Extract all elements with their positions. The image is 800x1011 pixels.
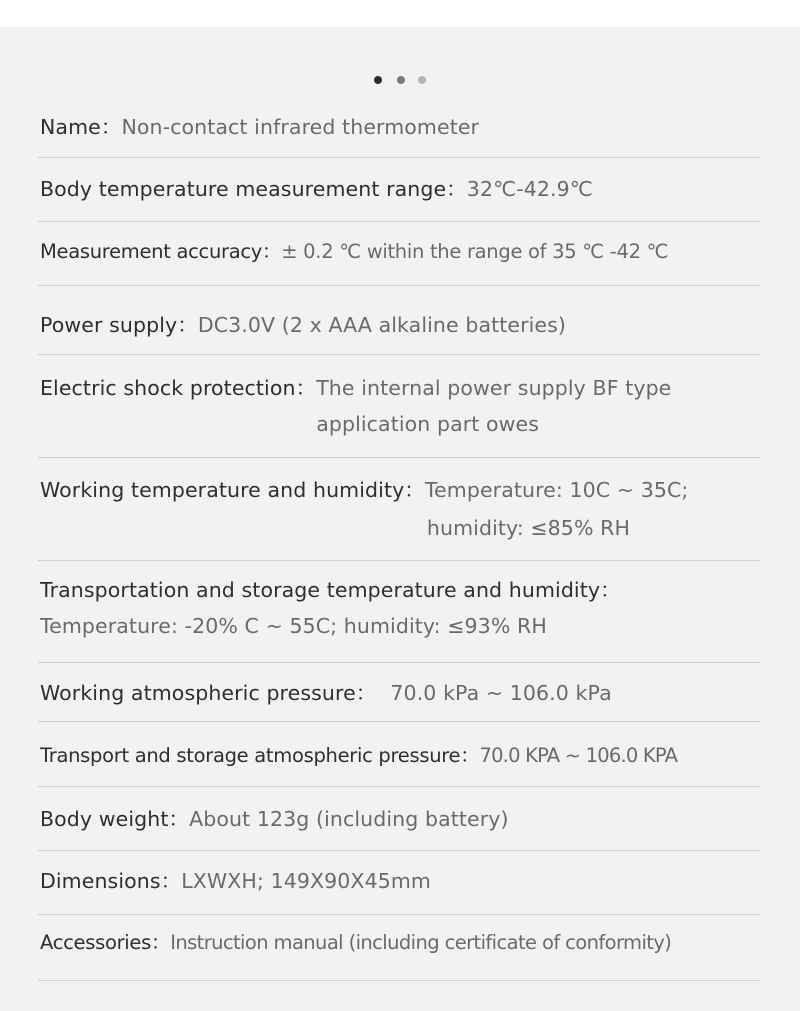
divider <box>38 914 760 915</box>
spec-value: ± 0.2 ℃ within the range of 35 ℃ -42 ℃ <box>281 240 669 263</box>
carousel-dot[interactable] <box>418 76 426 84</box>
spec-value <box>425 471 689 547</box>
spec-value: Instruction manual (including certificate of conformity) <box>170 931 672 954</box>
spec-row-working-temp-humidity <box>40 471 770 547</box>
spec-value-line: humidity: ≤85% RH <box>426 516 630 540</box>
carousel-indicator <box>372 76 432 86</box>
divider <box>38 354 760 355</box>
spec-label: Power supply： <box>40 313 198 337</box>
spec-row-accessories <box>40 925 770 961</box>
spec-label: Transportation and storage temperature and humidity： <box>40 578 621 602</box>
spec-label: Dimensions： <box>40 869 182 893</box>
divider <box>38 721 760 722</box>
spec-value: 32℃-42.9℃ <box>466 177 593 201</box>
spec-label: Working atmospheric pressure： <box>40 681 377 705</box>
spec-value: Temperature: -20% C ~ 55C; humidity: ≤93% RH <box>40 614 547 638</box>
spec-row-name <box>40 109 770 145</box>
spec-row-body-weight <box>40 801 770 837</box>
divider <box>38 285 760 286</box>
spec-label: Name： <box>40 115 122 139</box>
spec-label: Accessories： <box>40 931 171 954</box>
divider <box>38 157 760 158</box>
spec-label: Transport and storage atmospheric pressure： <box>40 744 480 767</box>
spec-row-power-supply <box>40 307 770 343</box>
spec-label: Body temperature measurement range： <box>40 177 467 201</box>
spec-value: DC3.0V (2 x AAA alkaline batteries) <box>197 313 567 337</box>
spec-row-measurement-range <box>40 171 770 207</box>
spec-label: Electric shock protection： <box>40 376 317 400</box>
spec-row-dimensions <box>40 863 770 899</box>
divider <box>38 457 760 458</box>
spec-row-storage-temp-humidity <box>40 572 770 644</box>
divider <box>38 980 760 981</box>
spec-row-shock-protection <box>40 370 770 442</box>
spec-label: Working temperature and humidity： <box>40 478 425 502</box>
spec-row-accuracy <box>40 234 770 270</box>
divider <box>38 850 760 851</box>
spec-row-storage-pressure <box>40 738 770 774</box>
spec-value <box>316 370 671 442</box>
divider <box>38 786 760 787</box>
spec-value: Non-contact infrared thermometer <box>121 115 480 139</box>
spec-label: Body weight： <box>40 807 190 831</box>
divider <box>38 560 760 561</box>
spec-value: About 123g (including battery) <box>189 807 509 831</box>
spec-label: Measurement accuracy： <box>40 240 282 263</box>
spec-value-line: Temperature: 10C ~ 35C; <box>424 478 689 502</box>
spec-value: 70.0 kPa ~ 106.0 kPa <box>390 681 612 705</box>
spec-value: LXWXH; 149X90X45mm <box>181 869 431 893</box>
carousel-dot[interactable] <box>397 76 405 84</box>
spec-value: 70.0 KPA ~ 106.0 KPA <box>479 744 678 767</box>
divider <box>38 662 760 663</box>
spec-row-working-pressure <box>40 675 770 711</box>
spec-value-line: The internal power supply BF type <box>316 376 672 400</box>
carousel-dot-active[interactable] <box>374 76 382 84</box>
divider <box>38 221 760 222</box>
spec-value-line: application part owes <box>316 412 540 436</box>
